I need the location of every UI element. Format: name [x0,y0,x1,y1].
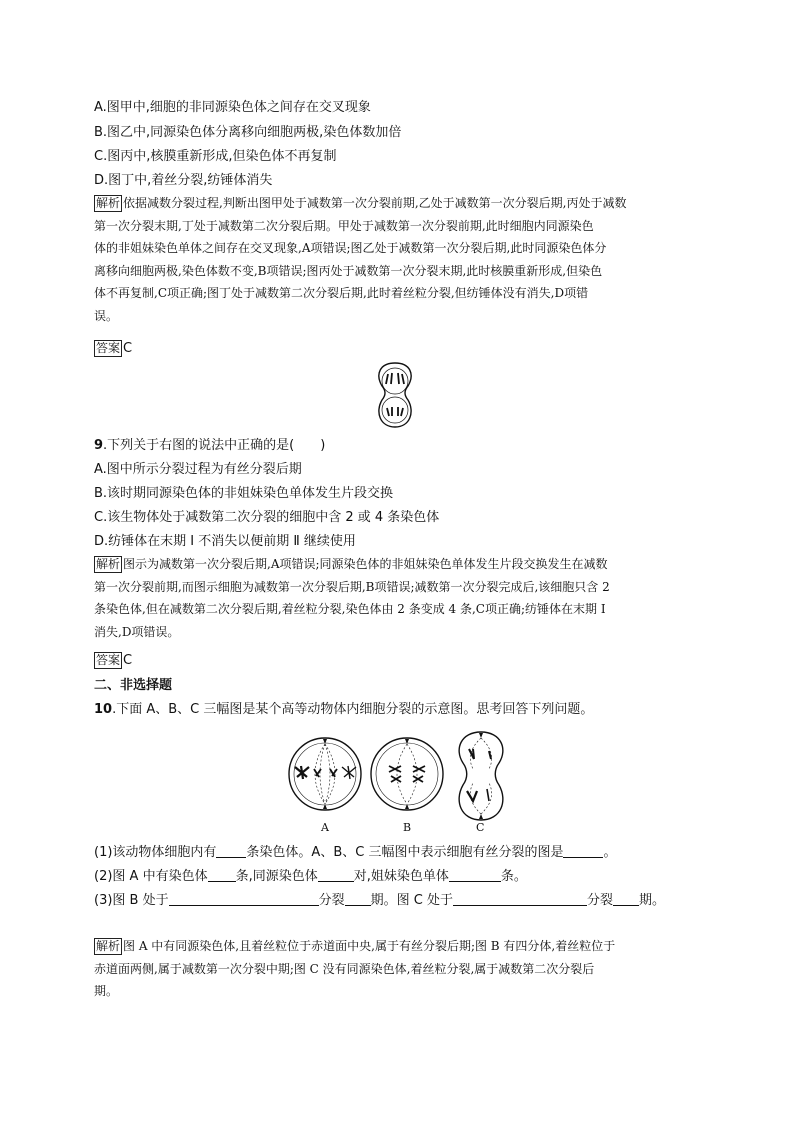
q8-explanation-line: 第一次分裂末期,丁处于减数第二次分裂后期。甲处于减数第一次分裂前期,此时细胞内同源染色 [94,218,594,233]
q10-explanation-line: 解析 图 A 中有同源染色体,且着丝粒位于赤道面中央,属于有丝分裂后期;图 B 有四分体,着丝粒位于 [96,939,616,953]
q9-option-c: C.该生物体处于减数第二次分裂的细胞中含 2 或 4 条染色体 [94,510,440,525]
q10-subquestion-2: (2)图 A 中有染色体 条,同源染色体 对,姐妹染色单体 条。 [94,869,527,884]
q9-option-a: A.图中所示分裂过程为有丝分裂后期 [94,462,302,477]
question-number: 9 [94,438,104,453]
answer-tag: 答案 [96,341,121,355]
q10-explanation-line: 期。 [94,984,119,998]
answer-value: C [123,653,133,668]
q9-option-d: D.纺锤体在末期 Ⅰ 不消失以便前期 Ⅱ 继续使用 [94,534,356,549]
figure-label-a: A [321,821,329,834]
cell-figure-c [451,729,511,823]
q8-option-a: A.图甲中,细胞的非同源染色体之间存在交叉现象 [94,100,371,115]
q10-subquestion-3: (3)图 B 处于 分裂 期。图 C 处于 分裂 期。 [94,893,665,908]
q8-option-b: B.图乙中,同源染色体分离移向细胞两极,染色体数加倍 [94,125,402,140]
cell-figure-b [369,733,445,819]
q8-explanation-line: 体不再复制,C项正确;图丁处于减数第二次分裂后期,此时着丝粒分裂,但纺锤体没有消失,D项错 [94,286,589,300]
q10-subquestion-1: (1)该动物体细胞内有 条染色体。A、B、C 三幅图中表示细胞有丝分裂的图是 。 [94,845,617,860]
q9-explanation-line: 条染色体,但在减数第二次分裂后期,着丝粒分裂,染色体由 2 条变成 4 条,C项正确;纺锤体在末期 Ⅰ [94,602,606,616]
q8-explanation-line: 体的非姐妹染色单体之间存在交叉现象,A项错误;图乙处于减数第一次分裂后期,此时同源染色体分 [94,241,607,255]
explanation-tag: 解析 [96,196,121,210]
q9-explanation-line: 消失,D项错误。 [94,624,180,639]
question-number: 10 [94,702,113,717]
answer-blank[interactable] [453,891,587,906]
q10-stem: 10.下面 A、B、C 三幅图是某个高等动物体内细胞分裂的示意图。思考回答下列问题。 [94,702,594,717]
figure-label-c: C [476,821,485,834]
section-heading: 二、非选择题 [94,678,173,693]
explanation-tag: 解析 [96,557,121,571]
answer-blank[interactable] [208,867,236,882]
q8-explanation [94,192,706,327]
answer-value: C [123,341,133,356]
answer-blank[interactable] [345,891,371,906]
answer-blank[interactable] [563,843,603,858]
q8-answer [94,340,132,358]
q8-explanation-line: 误。 [94,308,119,323]
q9-answer [94,652,132,670]
answer-blank[interactable] [449,867,501,882]
q9-stem: 9.下列关于右图的说法中正确的是( ) [94,438,326,453]
figure-label-b: B [403,821,412,834]
answer-blank[interactable] [613,891,639,906]
q9-explanation [94,553,706,643]
answer-blank[interactable] [169,891,319,906]
answer-blank[interactable] [216,843,246,858]
q9-option-b: B.该时期同源染色体的非姐妹染色单体发生片段交换 [94,486,394,501]
explanation-tag: 解析 [96,939,121,953]
q8-option-d: D.图丁中,着丝分裂,纺锤体消失 [94,173,273,188]
q8-explanation-line: 解析 依据减数分裂过程,判断出图甲处于减数第一次分裂前期,乙处于减数第一次分裂后期,丙处于减数 [96,196,627,210]
q9-explanation-line: 第一次分裂前期,而图示细胞为减数第一次分裂后期,B项错误;减数第一次分裂完成后,该细胞只含 2 [94,579,610,594]
q10-explanation [94,935,706,1003]
answer-tag: 答案 [96,653,121,667]
q8-explanation-line: 离移向细胞两极,染色体数不变,B项错误;图丙处于减数第一次分裂末期,此时核膜重新形成,但染色 [94,263,603,278]
answer-blank[interactable] [318,867,354,882]
q8-option-c: C.图丙中,核膜重新形成,但染色体不再复制 [94,149,337,164]
q9-cell-figure [370,360,420,430]
q10-explanation-line: 赤道面两侧,属于减数第一次分裂中期;图 C 没有同源染色体,着丝粒分裂,属于减数第二次分裂后 [94,961,595,976]
q9-explanation-line: 解析 图示为减数第一次分裂后期,A项错误;同源染色体的非姐妹染色单体发生片段交换发生在减数 [96,557,608,571]
cell-figure-a [287,733,363,819]
